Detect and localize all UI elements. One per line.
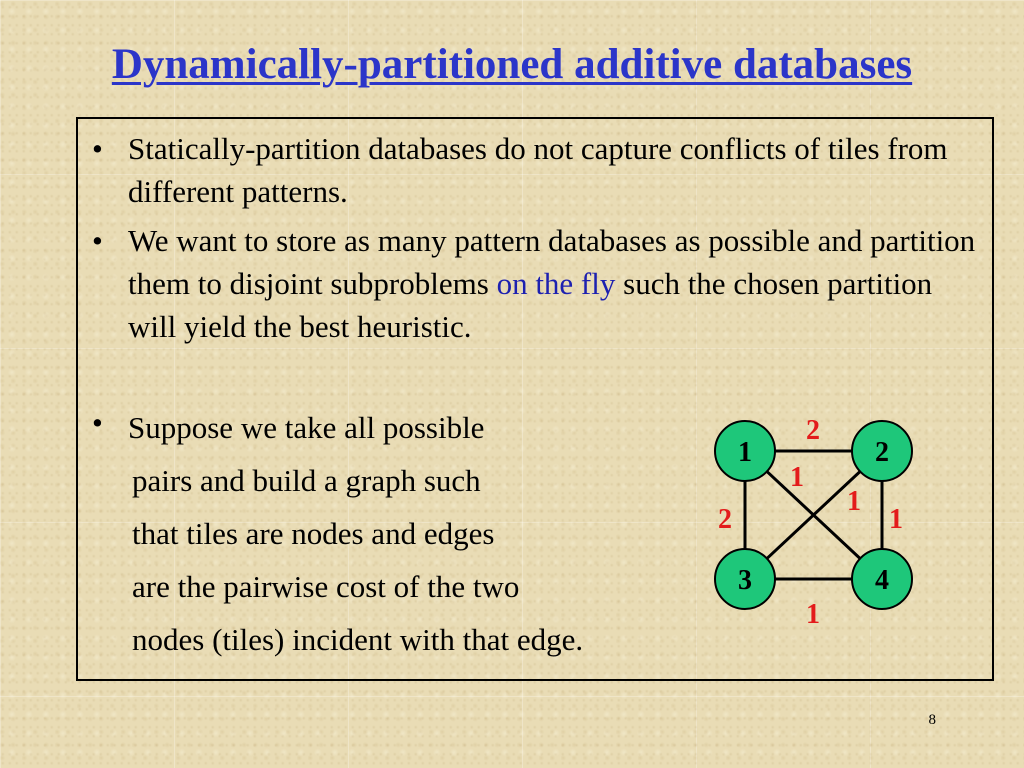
graph-node-4: [852, 549, 912, 609]
node-label: 2: [875, 437, 889, 468]
edge-label-1-2: 2: [806, 415, 820, 446]
bullet-line: Suppose we take all possible: [128, 410, 485, 445]
bullet-text-post: such the chosen partition will yield the best heuristic.: [128, 266, 933, 344]
slide-title: Dynamically-partitioned additive databases: [111, 41, 913, 88]
bullet-line: are the pairwise cost of the two: [132, 569, 520, 604]
bullet-text-pre: We want to store as many pattern databases as possible and partition them to disjoint subproblems: [128, 223, 976, 301]
bullet-text: Statically-partition databases do not capture conflicts of tiles from different patterns.: [128, 131, 948, 209]
bullet-line: nodes (tiles) incident with that edge.: [132, 622, 584, 657]
node-label: 4: [875, 565, 889, 596]
bullet-line: pairs and build a graph such: [132, 463, 481, 498]
graph-node-2: [852, 421, 912, 481]
graph-node-3: [715, 549, 775, 609]
edge-label-2-4: 1: [889, 504, 903, 535]
bullet-text: [128, 219, 982, 348]
highlight-on-the-fly: on the fly: [496, 266, 616, 301]
bullet-dot: •: [92, 223, 103, 258]
edge-label-1-4: 1: [790, 462, 804, 493]
tile-graph: [700, 405, 940, 635]
node-label: 1: [738, 437, 752, 468]
bullet-dot: •: [92, 131, 103, 166]
edge-label-2-3: 1: [847, 486, 861, 517]
node-label: 3: [738, 565, 752, 596]
edge-label-3-4: 1: [806, 599, 820, 630]
bullet-line: that tiles are nodes and edges: [132, 516, 495, 551]
bullet-item: [92, 401, 732, 666]
bullet-item: [92, 219, 982, 348]
edge-label-1-3: 2: [718, 504, 732, 535]
graph-node-1: [715, 421, 775, 481]
bullet-item: [92, 127, 982, 213]
page-number: 8: [928, 712, 936, 728]
bullet-dot: •: [92, 405, 103, 440]
bullet-text: [128, 401, 732, 666]
